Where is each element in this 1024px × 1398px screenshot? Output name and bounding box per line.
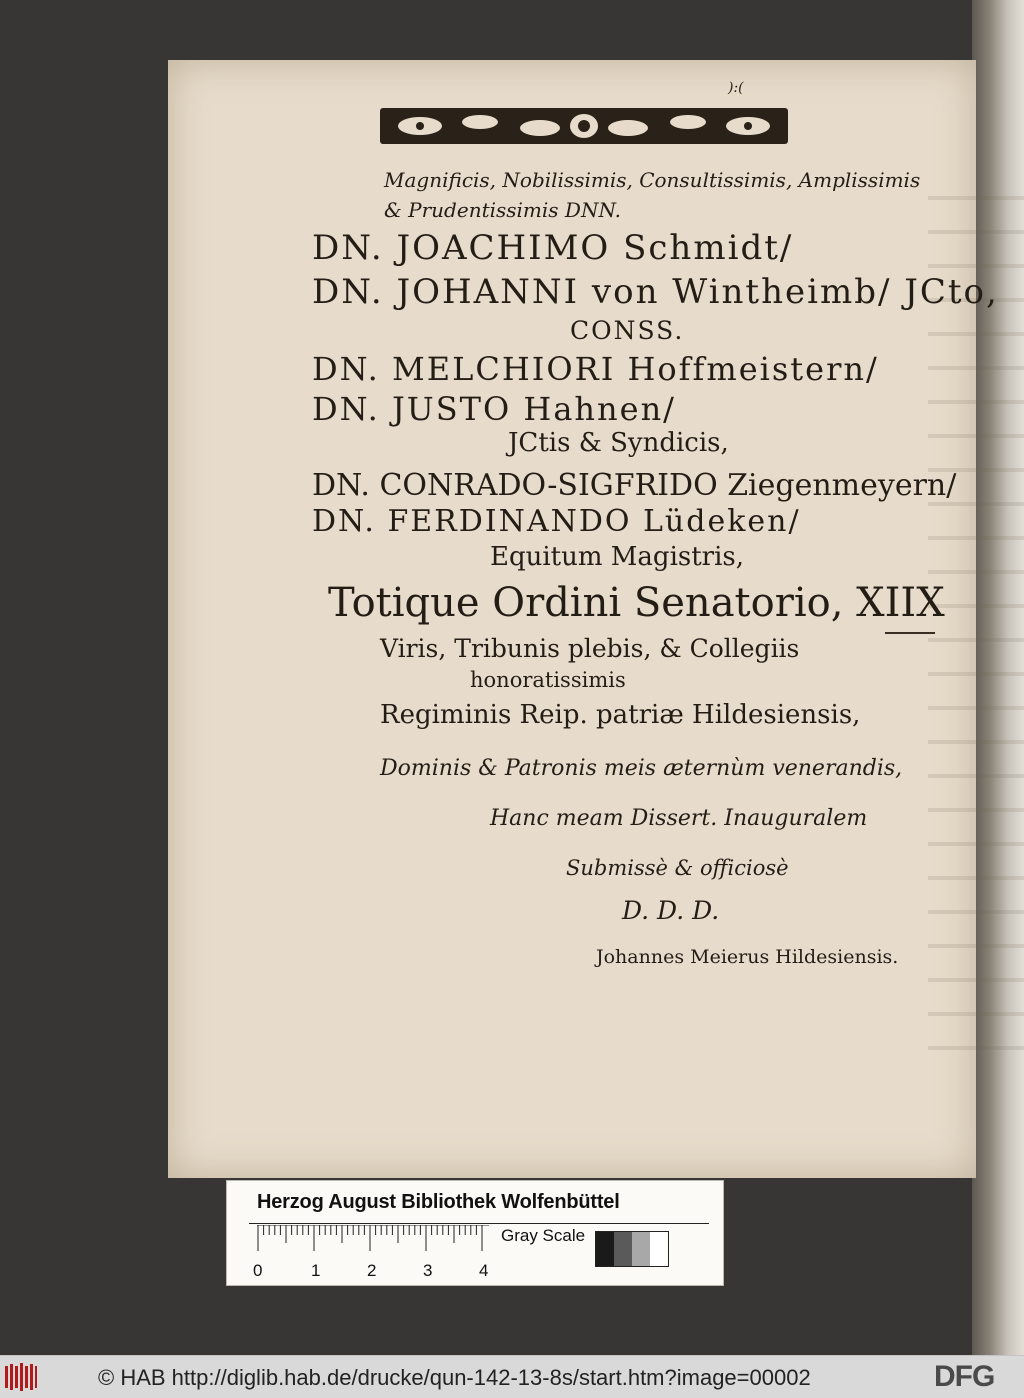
signature-mark: ):( bbox=[728, 80, 744, 96]
show-through bbox=[928, 180, 1024, 1080]
text-line: DN. JOACHIMO Schmidt/ bbox=[312, 228, 794, 268]
text-line: D. D. D. bbox=[622, 896, 720, 925]
text-line: DN. JUSTO Hahnen/ bbox=[312, 390, 676, 428]
footer-url-text[interactable]: © HAB http://diglib.hab.de/drucke/qun-142-13-8s/start.htm?image=00002 bbox=[98, 1365, 811, 1390]
gray-scale-label: Gray Scale bbox=[501, 1226, 586, 1245]
text-line: & Prudentissimis DNN. bbox=[384, 198, 622, 222]
rule-line bbox=[885, 632, 935, 634]
text-line: Dominis & Patronis meis æternùm venerandis, bbox=[380, 756, 903, 781]
ruler-number: 2 bbox=[367, 1261, 377, 1280]
text-line: DN. JOHANNI von Wintheimb/ JCto, bbox=[312, 272, 999, 312]
ruler-number: 4 bbox=[479, 1261, 489, 1280]
text-line: Totique Ordini Senatorio, XIIX bbox=[328, 580, 945, 626]
text-line: Hanc meam Dissert. Inauguralem bbox=[490, 806, 868, 831]
text-line: DN. MELCHIORI Hoffmeistern/ bbox=[312, 350, 879, 388]
gray-swatch bbox=[632, 1232, 650, 1266]
ruler-number: 3 bbox=[423, 1261, 433, 1280]
text-line: Submissè & officiosè bbox=[566, 856, 789, 880]
ornament-headpiece bbox=[380, 102, 788, 150]
gray-scale-swatches bbox=[595, 1231, 669, 1267]
gray-swatch bbox=[596, 1232, 614, 1266]
dfg-logo: DFG bbox=[934, 1360, 995, 1393]
text-line: CONSS. bbox=[570, 316, 685, 345]
text-line: DN. CONRADO-SIGFRIDO Ziegenmeyern/ bbox=[312, 468, 957, 503]
ruler-number: 1 bbox=[311, 1261, 321, 1280]
card-divider bbox=[249, 1223, 709, 1224]
text-line: Viris, Tribunis plebis, & Collegiis bbox=[380, 634, 800, 663]
text-line: DN. FERDINANDO Lüdeken/ bbox=[312, 504, 801, 539]
card-title: Herzog August Bibliothek Wolfenbüttel bbox=[257, 1191, 620, 1213]
text-line: honoratissimis bbox=[470, 668, 626, 692]
text-line: JCtis & Syndicis, bbox=[508, 428, 729, 458]
viewer-footer bbox=[0, 1355, 1024, 1398]
color-calibration-card bbox=[226, 1180, 724, 1286]
text-line: Equitum Magistris, bbox=[490, 542, 745, 572]
ruler-scale bbox=[257, 1225, 489, 1255]
hab-logo-icon bbox=[4, 1362, 38, 1392]
text-line: Johannes Meierus Hildesiensis. bbox=[596, 946, 899, 968]
text-line: Regiminis Reip. patriæ Hildesiensis, bbox=[380, 700, 861, 730]
ruler-number: 0 bbox=[253, 1261, 263, 1280]
gray-swatch bbox=[650, 1232, 668, 1266]
gray-swatch bbox=[614, 1232, 632, 1266]
text-line: Magnificis, Nobilissimis, Consultissimis, Amplissimis bbox=[384, 168, 921, 192]
